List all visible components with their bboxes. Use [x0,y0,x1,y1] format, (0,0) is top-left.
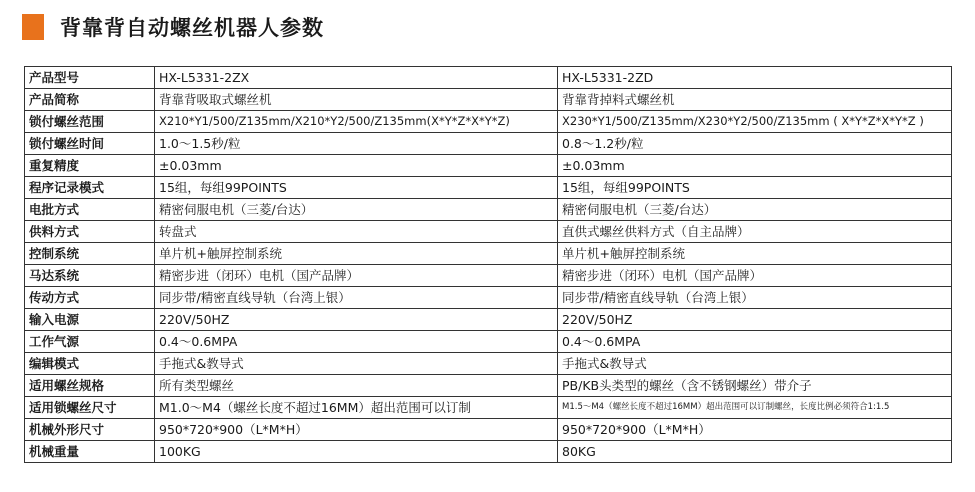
table-row [25,353,952,375]
cell-model-a: 同步带/精密直线导轨（台湾上银） [155,287,558,309]
table-row [25,89,952,111]
cell-model-b: 0.8～1.2秒/粒 [558,133,952,155]
table-row [25,243,952,265]
cell-model-a: ±0.03mm [155,155,558,177]
cell-model-b: PB/KB头类型的螺丝（含不锈钢螺丝）带介子 [558,375,952,397]
cell-model-a: 950*720*900（L*M*H） [155,419,558,441]
table-row [25,331,952,353]
cell-model-b: 手拖式&教导式 [558,353,952,375]
cell-model-b: ±0.03mm [558,155,952,177]
row-label: 输入电源 [25,309,155,331]
row-label: 机械重量 [25,441,155,463]
cell-model-a: 1.0～1.5秒/粒 [155,133,558,155]
table-row [25,221,952,243]
cell-model-a: 0.4～0.6MPA [155,331,558,353]
table-row [25,133,952,155]
row-label: 编辑模式 [25,353,155,375]
cell-model-a: 精密步进（闭环）电机（国产品牌） [155,265,558,287]
cell-model-b: 950*720*900（L*M*H） [558,419,952,441]
table-row [25,397,952,419]
cell-model-b: 单片机+触屏控制系统 [558,243,952,265]
cell-model-a: 背靠背吸取式螺丝机 [155,89,558,111]
row-label: 产品型号 [25,67,155,89]
table-row [25,199,952,221]
cell-model-a: 所有类型螺丝 [155,375,558,397]
cell-model-b: 精密步进（闭环）电机（国产品牌） [558,265,952,287]
row-label: 程序记录模式 [25,177,155,199]
table-row [25,155,952,177]
row-label: 机械外形尺寸 [25,419,155,441]
row-label: 产品简称 [25,89,155,111]
cell-model-b: 80KG [558,441,952,463]
cell-model-b: M1.5～M4（螺丝长度不超过16MM）超出范围可以订制螺丝，长度比例必须符合1:1.5 [558,397,952,419]
cell-model-a: 单片机+触屏控制系统 [155,243,558,265]
row-label: 电批方式 [25,199,155,221]
table-row [25,265,952,287]
table-row [25,309,952,331]
cell-model-b: 同步带/精密直线导轨（台湾上银） [558,287,952,309]
table-row [25,67,952,89]
page-title: 背靠背自动螺丝机器人参数 [60,16,324,40]
row-label: 适用螺丝规格 [25,375,155,397]
cell-model-a: 100KG [155,441,558,463]
row-label: 重复精度 [25,155,155,177]
cell-model-b: X230*Y1/500/Z135mm/X230*Y2/500/Z135mm ( X*Y*Z*X*Y*Z ) [558,111,952,133]
title-accent-bar [22,14,44,40]
cell-model-b: 背靠背掉料式螺丝机 [558,89,952,111]
cell-model-a: 转盘式 [155,221,558,243]
row-label: 马达系统 [25,265,155,287]
cell-model-a: 220V/50HZ [155,309,558,331]
cell-model-a: M1.0～M4（螺丝长度不超过16MM）超出范围可以订制 [155,397,558,419]
row-label: 锁付螺丝范围 [25,111,155,133]
cell-model-b: 直供式螺丝供料方式（自主品牌） [558,221,952,243]
spec-table [24,66,952,463]
row-label: 控制系统 [25,243,155,265]
row-label: 供料方式 [25,221,155,243]
cell-model-a: 精密伺服电机（三菱/台达） [155,199,558,221]
cell-model-b: 0.4～0.6MPA [558,331,952,353]
cell-model-a: 15组，每组99POINTS [155,177,558,199]
row-label: 传动方式 [25,287,155,309]
cell-model-b: 220V/50HZ [558,309,952,331]
table-row [25,441,952,463]
row-label: 适用锁螺丝尺寸 [25,397,155,419]
row-label: 工作气源 [25,331,155,353]
table-row [25,111,952,133]
cell-model-b: 精密伺服电机（三菱/台达） [558,199,952,221]
cell-model-a: HX-L5331-2ZX [155,67,558,89]
cell-model-b: HX-L5331-2ZD [558,67,952,89]
table-row [25,375,952,397]
table-row [25,177,952,199]
cell-model-a: X210*Y1/500/Z135mm/X210*Y2/500/Z135mm(X*Y*Z*X*Y*Z) [155,111,558,133]
table-row [25,287,952,309]
page-header [22,10,324,44]
cell-model-b: 15组，每组99POINTS [558,177,952,199]
table-row [25,419,952,441]
row-label: 锁付螺丝时间 [25,133,155,155]
cell-model-a: 手拖式&教导式 [155,353,558,375]
